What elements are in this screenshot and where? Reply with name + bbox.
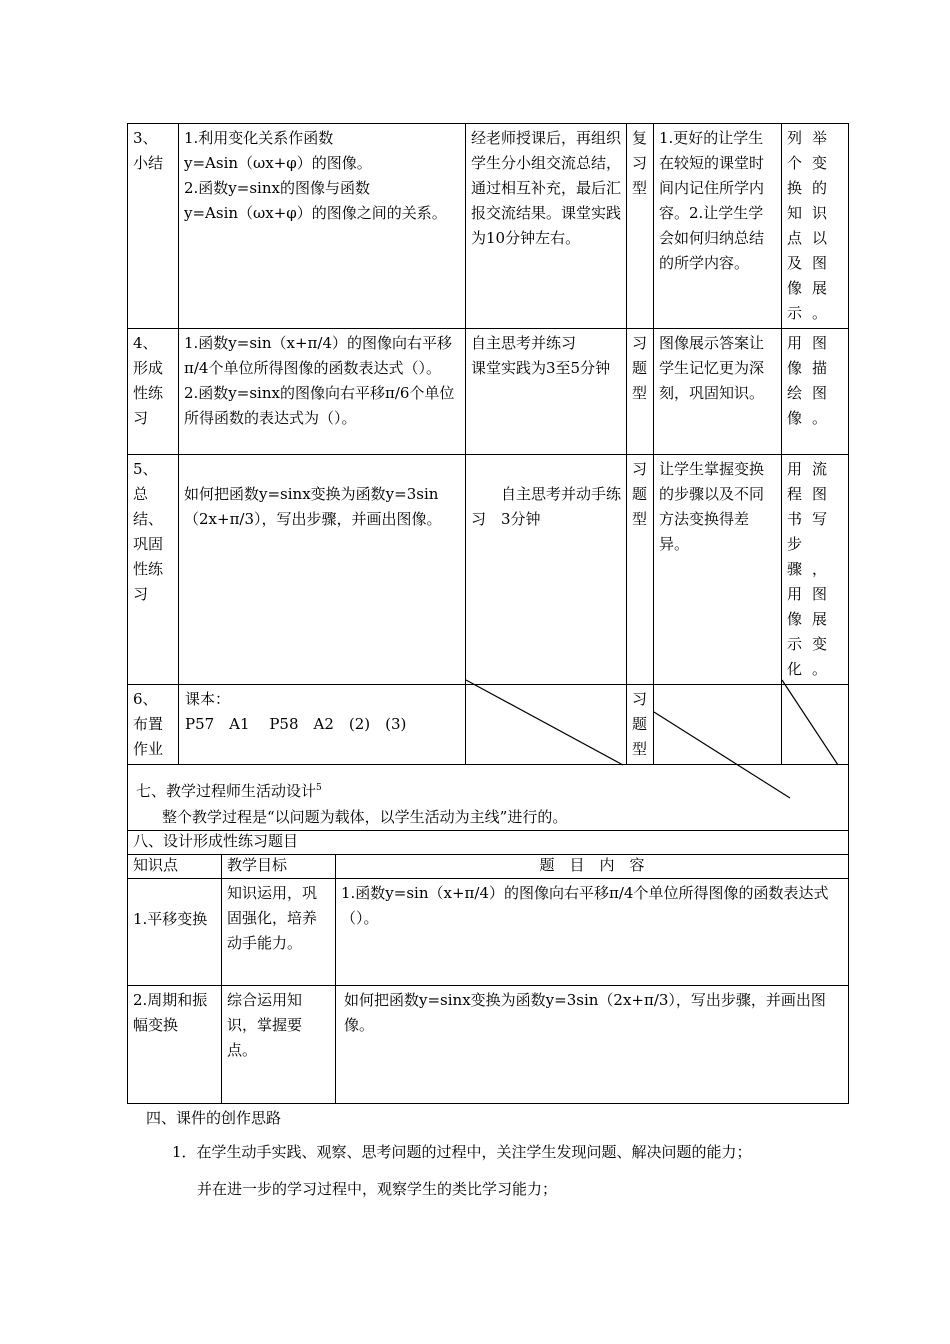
- intent-cell: 让学生掌握变换的步骤以及不同方法变换得差异。: [654, 455, 782, 685]
- media-cell: 用图 像描 绘图 像。: [782, 329, 849, 455]
- activity-cell: 自主思考并练习 课堂实践为3至5分钟: [466, 329, 627, 455]
- content-cell: 1.利用变化关系作函数 y=Asin（ωx+φ）的图像。 2.函数y=sinx的图像与函数 y=Asin（ωx+φ）的图像之间的关系。: [179, 124, 466, 329]
- knowledge-point-cell: 1.平移变换: [128, 879, 222, 986]
- section8-heading-row: [128, 831, 849, 855]
- step-cell: 4、 形成 性练 习: [128, 329, 179, 455]
- strike-line-activity: [466, 680, 623, 765]
- step-cell: 6、 布置 作业: [128, 685, 179, 765]
- section4-item1-cont: 并在进一步的学习过程中，观察学生的类比学习能力；: [197, 1180, 558, 1198]
- section4-heading: 四、课件的创作思路: [146, 1109, 282, 1127]
- formative-exercise-table: [127, 830, 849, 1104]
- section7-text: 整个教学过程是“以问题为载体，以学生活动为主线”进行的。: [162, 808, 568, 826]
- header-row: [128, 855, 849, 879]
- knowledge-point-cell: 2.周期和振幅变换: [128, 986, 222, 1104]
- type-cell: 复 习 型: [627, 124, 654, 329]
- exercise-row: [128, 986, 849, 1104]
- header-teaching-goal: 教学目标: [222, 855, 336, 879]
- section8-heading: 八、设计形成性练习题目: [128, 831, 849, 855]
- section4-item1: 1．在学生动手实践、观察、思考问题的过程中，关注学生发现问题、解决问题的能力；: [172, 1143, 752, 1161]
- question-cell: 1.函数y=sin（x+π/4）的图像向右平移π/4个单位所得图像的函数表达式（）。: [336, 879, 849, 986]
- goal-cell: 知识运用，巩固强化，培养动手能力。: [222, 879, 336, 986]
- goal-cell: 综合运用知识，掌握要点。: [222, 986, 336, 1104]
- content-cell: 1.函数y=sin（x+π/4）的图像向右平移π/4个单位所得图像的函数表达式（）。 2.函数y=sinx的图像向右平移π/6个单位所得函数的表达式为（）。: [179, 329, 466, 455]
- activity-cell: 经老师授课后，再组织学生分小组交流总结，通过相互补充，最后汇报交流结果。课堂实践为10分钟左右。: [466, 124, 627, 329]
- strike-line-media: [782, 680, 838, 765]
- type-cell: 习 题 型: [627, 455, 654, 685]
- intent-cell: 1.更好的让学生在较短的课堂时间内记住所学内容。2.让学生学会如何归纳总结的所学内容。: [654, 124, 782, 329]
- content-cell: 如何把函数y=sinx变换为函数y=3sin（2x+π/3），写出步骤，并画出图像。: [179, 455, 466, 685]
- step-cell: 5、 总 结、 巩固 性练 习: [128, 455, 179, 685]
- media-cell: 用流 程图 书写 步 骤， 用图 像展 示变 化。: [782, 455, 849, 685]
- question-cell: 如何把函数y=sinx变换为函数y=3sin（2x+π/3），写出步骤，并画出图像。: [336, 986, 849, 1104]
- strike-line-intent: [654, 712, 790, 798]
- media-cell: 列举 个变 换的 知识 点以 及图 像展 示。: [782, 124, 849, 329]
- content-cell: 课本： P57 A1 P58 A2 (2) (3): [179, 685, 466, 765]
- step-cell: 3、 小结: [128, 124, 179, 329]
- exercise-row: [128, 879, 849, 986]
- footnote-mark: 5: [316, 783, 322, 793]
- type-cell: 习 题 型: [627, 685, 654, 765]
- type-cell: 习 题 型: [627, 329, 654, 455]
- section7-heading-text: 七、教学过程师生活动设计: [136, 782, 317, 800]
- intent-cell: 图像展示答案让学生记忆更为深刻，巩固知识。: [654, 329, 782, 455]
- activity-cell: 自主思考并动手练习 3分钟: [466, 455, 627, 685]
- header-question-content: 题 目 内 容: [336, 855, 849, 879]
- header-knowledge-point: 知识点: [128, 855, 222, 879]
